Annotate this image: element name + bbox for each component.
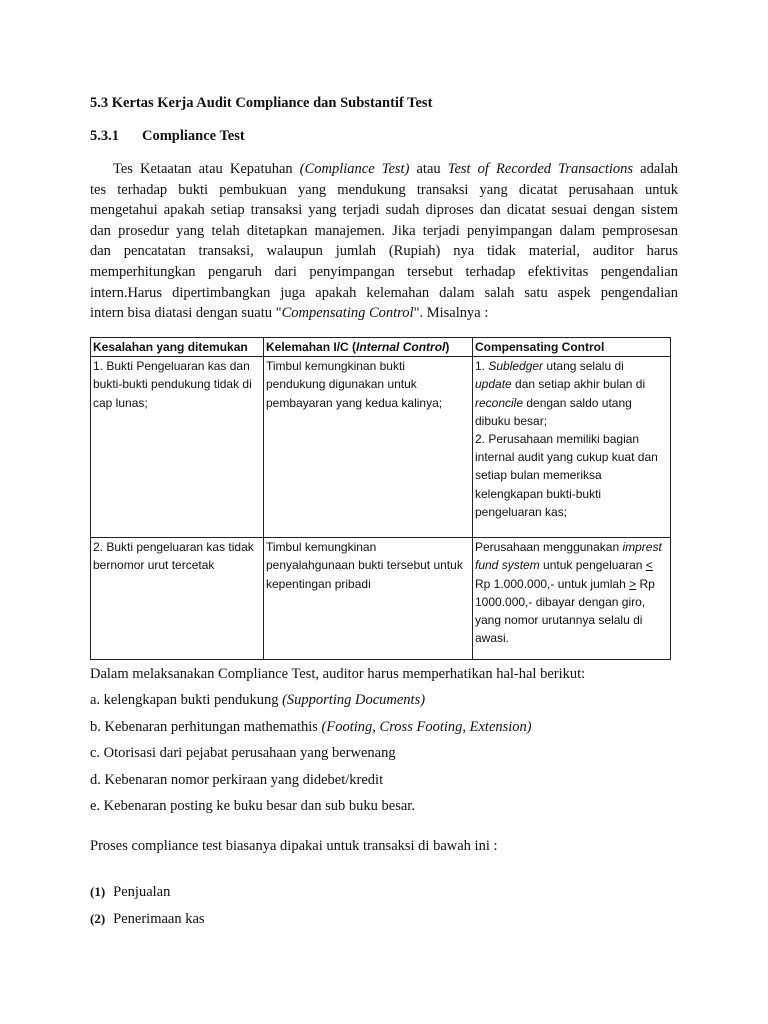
weakness-cell: Timbul kemungkinan bukti pendukung digunakan untuk pembayaran yang kedua kalinya; — [264, 357, 473, 538]
intro-paragraph — [90, 159, 678, 324]
header-finding: Kesalahan yang ditemukan — [91, 338, 264, 357]
checklist-item: b. Kebenaran perhitungan mathemathis (Footing, Cross Footing, Extension) — [90, 719, 532, 735]
intro-line: mengetahui apakah setiap transaksi yang terjadi sudah diproses dan dicatat sesuai dengan sistem — [90, 202, 678, 219]
intro-line: dan pencatatan transaksi, walaupun jumlah (Rupiah) nya tidak material, auditor harus — [90, 243, 678, 260]
list-number: (1) — [90, 884, 106, 899]
checklist-item: c. Otorisasi dari pejabat perusahaan yang berwenang — [90, 745, 396, 761]
list-label: Penjualan — [113, 884, 171, 900]
finding-cell: 1. Bukti Pengeluaran kas dan bukti-bukti pendukung tidak di cap lunas; — [91, 357, 264, 538]
finding-cell: 2. Bukti pengeluaran kas tidak bernomor urut tercetak — [91, 538, 264, 660]
checklist-item: a. kelengkapan bukti pendukung (Supporting Documents) — [90, 692, 426, 708]
table-header-row — [91, 338, 671, 357]
subsection-number: 5.3.1 — [90, 128, 119, 144]
intro-line: dan prosedur yang telah ditetapkan manajemen. Jika terjadi penyimpangan dalam pemprosesan — [90, 222, 678, 239]
list-item — [90, 884, 170, 901]
list-item — [90, 911, 205, 928]
section-title: 5.3 Kertas Kerja Audit Compliance dan Substantif Test — [90, 95, 433, 111]
header-control: Compensating Control — [473, 338, 671, 357]
checklist-item: e. Kebenaran posting ke buku besar dan sub buku besar. — [90, 798, 415, 814]
weakness-cell: Timbul kemungkinan penyalahgunaan bukti tersebut untuk kepentingan pribadi — [264, 538, 473, 660]
table-row — [91, 538, 671, 660]
intro-line: tes terhadap bukti pembukuan yang mendukung transaksi yang dicatat perusahaan untuk — [90, 181, 678, 198]
control-cell: Perusahaan menggunakan imprest fund system untuk pengeluaran < Rp 1.000.000,- untuk jumlah > Rp 1000.000,- dibayar dengan giro, yang nomor urutannya selalu di awasi. — [473, 538, 671, 660]
intro-line: intern.Harus dipertimbangkan juga apakah kelemahan dalam salah satu aspek pengendalian — [90, 284, 678, 301]
list-number: (2) — [90, 911, 106, 926]
intro-line: intern bisa diatasi dengan suatu "Compensating Control". Misalnya : — [90, 305, 489, 322]
intro-line: Tes Ketaatan atau Kepatuhan (Compliance Test) atau Test of Recorded Transactions adalah — [113, 161, 678, 177]
subsection-title: Compliance Test — [142, 128, 245, 144]
list-label: Penerimaan kas — [113, 911, 205, 927]
compensating-control-table — [90, 337, 671, 660]
subsection-heading — [90, 128, 245, 145]
table-row — [91, 357, 671, 538]
header-weakness: Kelemahan I/C (Internal Control) — [264, 338, 473, 357]
control-cell: 1. Subledger utang selalu di update dan setiap akhir bulan di reconcile dengan saldo utang dibuku besar; 2. Perusahaan memiliki bagian internal audit yang cukup kuat dan setiap bulan memeriksa kelengkapan bukti-bukti pengeluaran kas; — [473, 357, 671, 538]
process-intro: Proses compliance test biasanya dipakai untuk transaksi di bawah ini : — [90, 838, 498, 854]
checklist-item: d. Kebenaran nomor perkiraan yang didebet/kredit — [90, 772, 384, 788]
intro-line: memperhitungkan pengaruh dari penyimpangan tersebut terhadap efektivitas pengendalian — [90, 263, 678, 280]
checklist-intro: Dalam melaksanakan Compliance Test, auditor harus memperhatikan hal-hal berikut: — [90, 666, 586, 682]
